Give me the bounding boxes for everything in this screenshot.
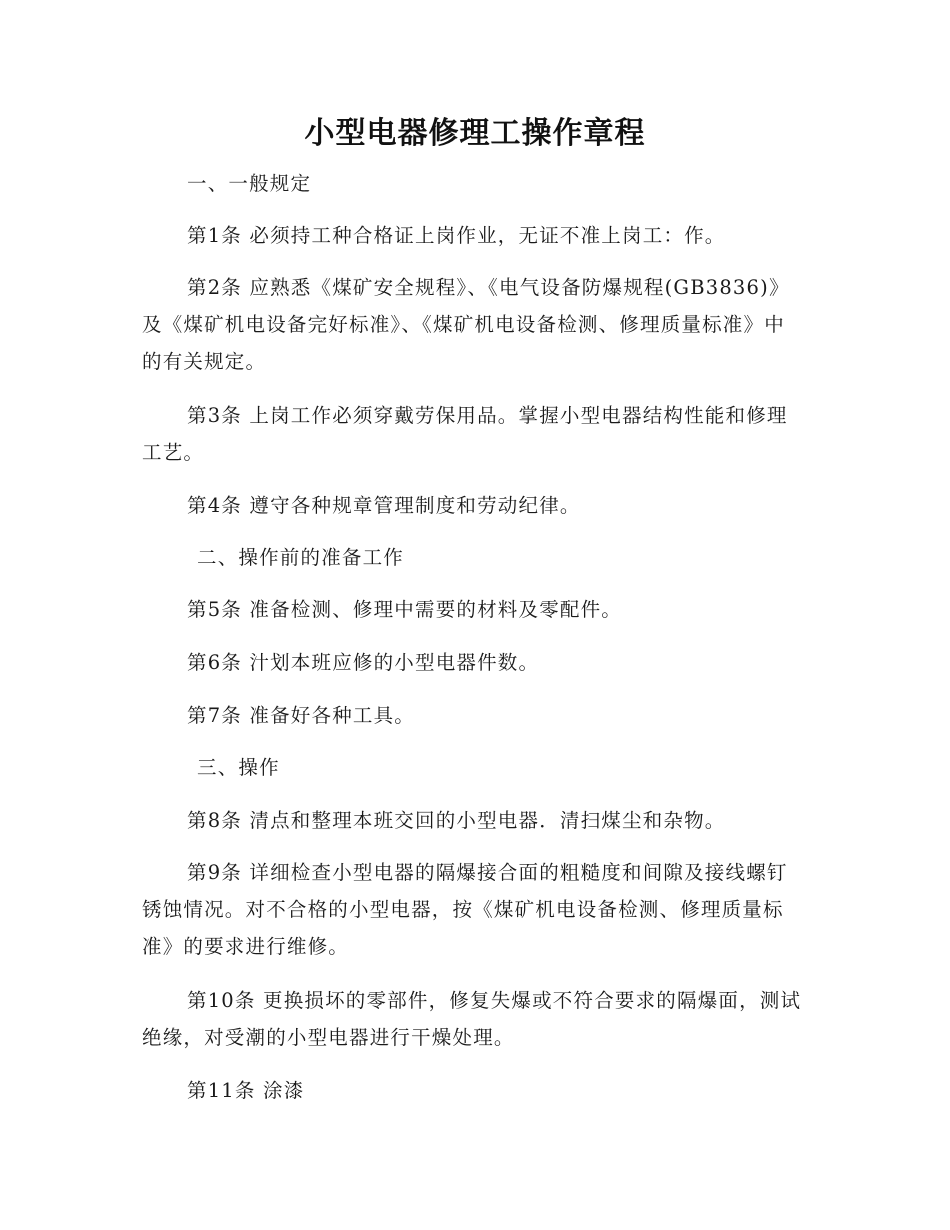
document-title: 小型电器修理工操作章程 (304, 116, 646, 151)
article-8: 第8条 清点和整理本班交回的小型电器．清扫煤尘和杂物。 (187, 809, 726, 832)
section-heading-preparation: 二、操作前的准备工作 (197, 546, 405, 569)
section-heading-general: 一、一般规定 (187, 172, 312, 195)
article-9: 第9条 详细检查小型电器的隔爆接合面的粗糙度和间隙及接线螺钉锈蚀情况。对不合格的小型电器，按《煤矿机电设备检测、修理质量标准》的要求进行维修。 (142, 861, 788, 958)
article-10: 第10条 更换损坏的零部件，修复失爆或不符合要求的隔爆面，测试绝缘，对受潮的小型电器进行干燥处理。 (142, 989, 802, 1049)
article-4: 第4条 遵守各种规章管理制度和劳动纪律。 (187, 494, 581, 517)
article-11: 第11条 涂漆 (187, 1079, 305, 1102)
article-5: 第5条 准备检测、修理中需要的材料及零配件。 (187, 598, 623, 621)
article-7: 第7条 准备好各种工具。 (187, 704, 416, 727)
article-3: 第3条 上岗工作必须穿戴劳保用品。掌握小型电器结构性能和修理工艺。 (142, 404, 788, 464)
section-heading-operation: 三、操作 (197, 756, 280, 779)
article-6: 第6条 汁划本班应修的小型电器件数。 (187, 651, 540, 674)
article-2: 第2条 应熟悉《煤矿安全规程》、《电气设备防爆规程(GB3836)》及《煤矿机电设备完好标准》、《煤矿机电设备检测、修理质量标准》中的有关规定。 (142, 276, 790, 373)
article-1: 第1条 必须持工种合格证上岗作业，无证不准上岗工：作。 (187, 224, 726, 247)
